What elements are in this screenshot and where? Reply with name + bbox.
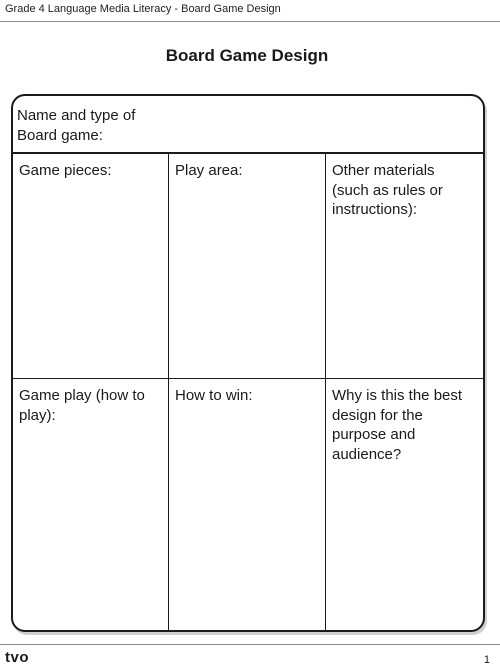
best-design-label: Why is this the best design for the purpose and audience?: [332, 387, 463, 463]
best-design-cell[interactable]: [326, 379, 483, 630]
page-header: [0, 0, 500, 22]
page-number: 1: [483, 654, 490, 666]
other-materials-label: Other materials (such as rules or instructions):: [332, 162, 443, 218]
page-footer: [0, 644, 500, 670]
game-play-label: Game play (how to play):: [19, 387, 145, 424]
game-pieces-cell[interactable]: [13, 154, 169, 378]
game-pieces-label: Game pieces:: [19, 162, 112, 179]
name-and-type-cell[interactable]: [13, 96, 483, 154]
page-title: Board Game Design: [165, 46, 329, 65]
tvo-logo: tvo: [5, 649, 29, 666]
header-text: Grade 4 Language Media Literacy - Board Game Design: [5, 3, 281, 15]
how-to-win-cell[interactable]: [169, 379, 326, 630]
worksheet-table: [11, 94, 485, 632]
worksheet-row-2: [13, 379, 483, 630]
how-to-win-label: How to win:: [175, 387, 253, 404]
play-area-label: Play area:: [175, 162, 243, 179]
name-and-type-label: Name and type of Board game:: [17, 107, 136, 144]
other-materials-cell[interactable]: [326, 154, 483, 378]
play-area-cell[interactable]: [169, 154, 326, 378]
worksheet-row-1: [13, 154, 483, 379]
game-play-cell[interactable]: [13, 379, 169, 630]
